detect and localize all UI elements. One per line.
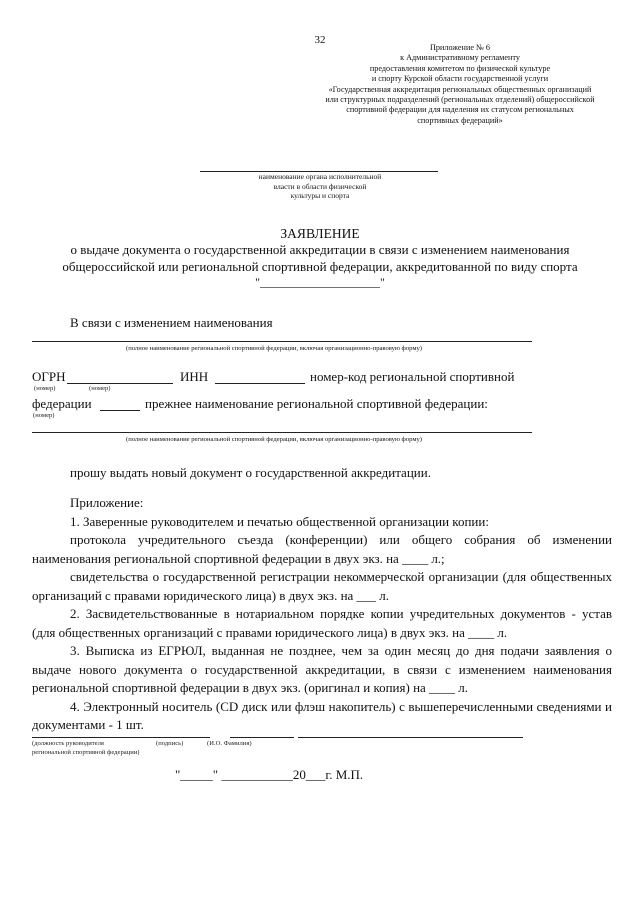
appendix-note [300, 43, 620, 126]
date-stamp-line[interactable]: "_____" ___________20___г. М.П. [175, 767, 364, 782]
attachment-item-3: 3. Выписка из ЕГРЮЛ, выданная не позднее, чем за один месяц до дня подачи заявления о выдаче нового документа о государственной аккредитации, в связи с изменением наименования региональной спортивной федерации в двух экз. (оригинал и копия) на ____ л. [32, 643, 612, 695]
previous-full-name-line[interactable] [32, 432, 532, 433]
ogrn-label: ОГРН [32, 369, 66, 384]
name-change-intro: В связи с изменением наименования [70, 315, 273, 330]
sport-name-blank[interactable]: "____________________" [255, 275, 385, 289]
full-name-signature-line[interactable] [298, 737, 523, 738]
position-line[interactable] [32, 737, 210, 738]
appendix-line: спортивной федерации для наделения их статусом региональных [346, 105, 574, 115]
appendix-line: и спорту Курской области государственной услуги [371, 74, 549, 84]
appendix-line: «Государственная аккредитация региональных общественных организаций [328, 84, 592, 94]
appendix-line: к Административному регламенту [400, 53, 520, 63]
heading-line-2: общероссийской или региональной спортивной федерации, аккредитованной по виду спорта [62, 259, 578, 274]
position-caption: (должность руководителя [32, 740, 104, 747]
code-number-caption: (номер) [33, 412, 55, 419]
inn-field[interactable] [215, 383, 305, 384]
appendix-line: предоставления комитетом по физической культуре [369, 63, 551, 73]
previous-full-name-caption: (полное наименование региональной спортивной федерации, включая организационно-правовую форму) [126, 436, 422, 443]
attachment-item-4: 4. Электронный носитель (CD диск или флэш накопитель) с вышеперечисленными сведениями и документами - 1 шт. [32, 698, 612, 732]
appendix-line: Приложение № 6 [430, 43, 490, 52]
signature-caption: (подпись) [156, 740, 184, 747]
authority-caption-line: наименование органа исполнительной [258, 172, 382, 181]
position-caption-2: региональной спортивной федерации) [32, 749, 140, 756]
inn-label: ИНН [180, 369, 209, 384]
previous-name-label: прежнее наименование региональной спортивной федерации: [145, 396, 488, 411]
heading-line-1: о выдаче документа о государственной аккредитации в связи с изменением наименования [70, 242, 570, 257]
document-title: ЗАЯВЛЕНИЕ [280, 226, 360, 241]
name-caption: (И.О. Фамилия) [207, 740, 252, 747]
attachment-item-2: 2. Засвидетельствованные в нотариальном порядке копии учредительных документов - устав (для общественных организаций с правами юридического лица) в двух экз. на ____ л. [32, 606, 612, 640]
signature-line[interactable] [230, 737, 294, 738]
authority-caption [200, 172, 440, 201]
code-number-field[interactable] [100, 410, 140, 411]
authority-caption-line: культуры и спорта [290, 191, 350, 200]
appendix-line: спортивных федераций» [417, 115, 503, 125]
request-text: прошу выдать новый документ о государственной аккредитации. [70, 465, 431, 480]
code-label: номер-код региональной спортивной [310, 369, 515, 384]
attachments-section [32, 494, 612, 735]
inn-number-caption: (номер) [89, 385, 111, 392]
authority-caption-line: власти в области физической [273, 181, 367, 191]
attachment-item-1: 1. Заверенные руководителем и печатью общественной организации копии: [70, 513, 489, 529]
attachment-item-1a: протокола учредительного съезда (конференции) или общего собрания об изменении наименования региональной спортивной федерации в двух экз. на ____ л.; [32, 532, 612, 566]
federation-label: федерации [32, 396, 92, 411]
attachments-title: Приложение: [70, 495, 144, 510]
page-number: 32 [314, 34, 326, 46]
ogrn-number-caption: (номер) [34, 385, 56, 392]
full-name-line[interactable] [32, 341, 532, 342]
full-name-caption: (полное наименование региональной спортивной федерации, включая организационно-правовую форму) [126, 345, 422, 352]
appendix-line: или структурных подразделений (региональных отделений) общероссийской [325, 95, 595, 105]
ogrn-field[interactable] [67, 383, 173, 384]
attachment-item-1b: свидетельства о государственной регистрации некоммерческой организации (для общественных организаций с правами юридического лица) в двух экз. на ___ л. [32, 569, 612, 603]
